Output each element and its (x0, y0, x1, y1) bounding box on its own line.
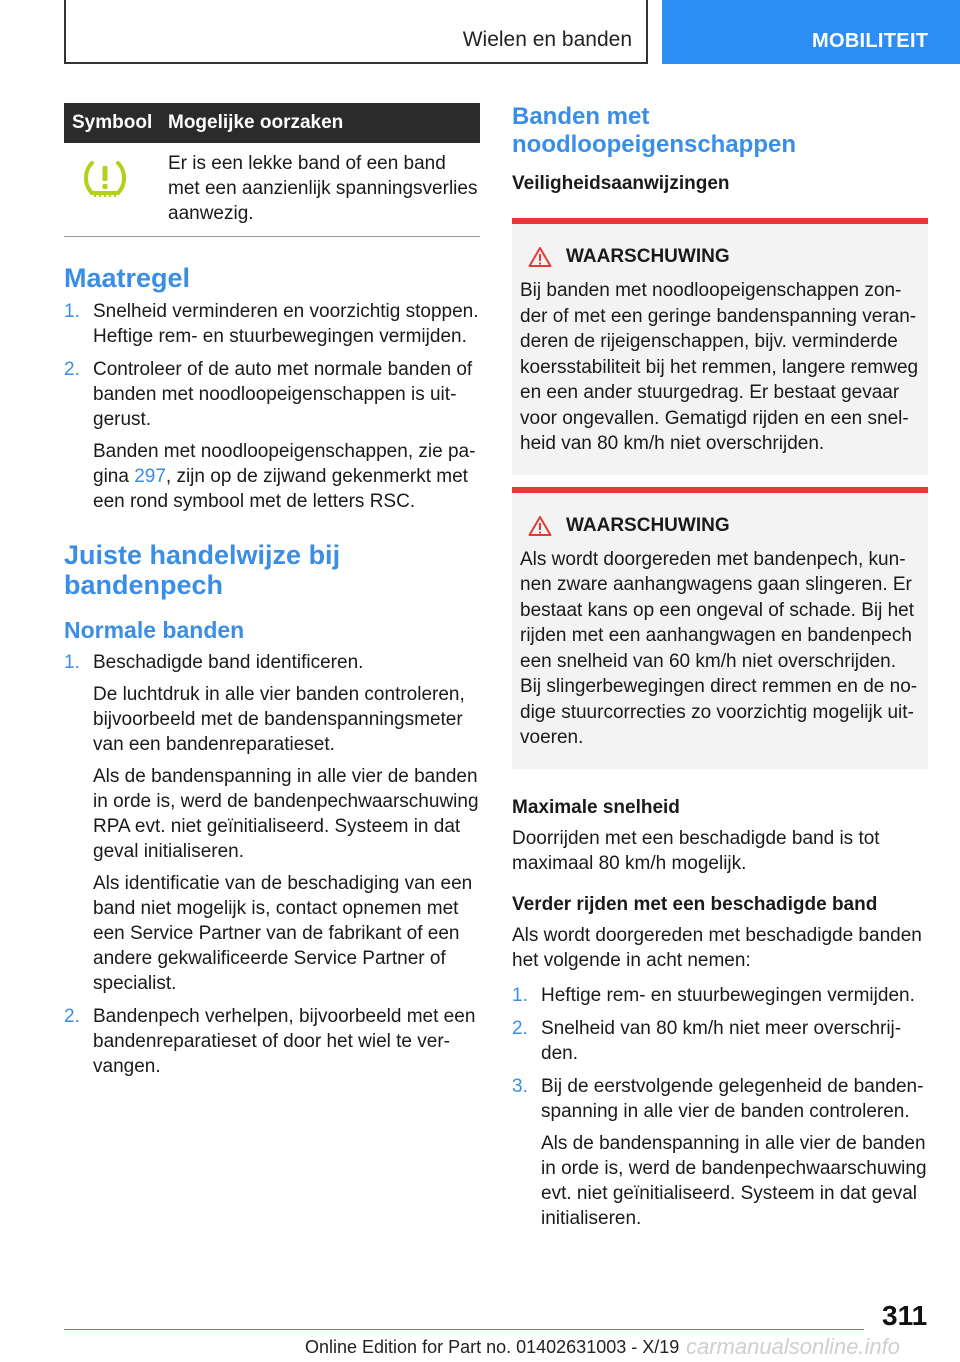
warning-header (520, 246, 920, 268)
step-text: Snelheid verminderen en voorzichtig stoppen. Heftige rem- en stuurbewegingen vermijden. (93, 301, 479, 347)
continue-driving-steps (512, 983, 928, 1231)
step-number: 1. (512, 984, 528, 1006)
step-subtext (93, 439, 480, 514)
warning-label: WAARSCHUWING (566, 514, 730, 536)
step-text: Bij de eerstvolgende gelegenheid de bandenspanning in alle vier de banden controleren. (541, 1075, 924, 1122)
step-text: Beschadigde band identificeren. (93, 652, 364, 673)
warning-header (520, 515, 920, 537)
right-column (512, 103, 928, 1231)
table-header-symbol: Symbool (64, 103, 160, 143)
symbol-table (64, 103, 480, 237)
header-section-frame (64, 0, 648, 64)
safety-heading: Veiligheidsaanwijzingen (512, 173, 730, 194)
juiste-handelwijze-heading: Juiste handelwijze bij bandenpech (64, 540, 341, 600)
list-item (64, 357, 480, 514)
step-text: Heftige rem- en stuurbewegingen vermijden. (541, 984, 915, 1006)
step-number: 2. (64, 1006, 80, 1027)
warning-triangle-icon (528, 246, 552, 268)
table-cell-symbol (64, 143, 160, 237)
step-subtext: De luchtdruk in alle vier banden controleren, bijvoorbeeld met de bandenspanningsmeter van een bandenreparatieset. (93, 684, 465, 755)
step-text: Bandenpech verhelpen, bijvoorbeeld met een bandenreparatieset of door het wiel te vervangen. (93, 1006, 476, 1077)
footer-edition: Online Edition for Part no. 01402631003 - X/19 (305, 1337, 680, 1357)
step-number: 2. (512, 1017, 528, 1039)
step-number: 3. (512, 1075, 528, 1097)
warning-text: Bij banden met noodloopeigenschappen zonder of met een geringe bandenspanning veranderen de rijeigenschappen, bijv. verminderde koersstabiliteit bij het remmen, langere remweg en een ander stuurgedrag. Er bestaat gevaar voor ongevallen. Gematigd rijden en een snelheid van 80 km/h niet overschrijden. (520, 280, 919, 454)
maatregel-steps (64, 299, 480, 514)
step-subtext: Als identificatie van de beschadiging van een band niet mogelijk is, contact opnemen met een Service Partner van de fabrikant of een andere gekwalificeerde Service Partner of specialist. (93, 873, 473, 994)
subtext-part: , zijn op de zijwand gekenmerkt met een rond symbool met de letters RSC. (93, 466, 468, 512)
header-section-title: Wielen en banden (462, 28, 632, 51)
step-text: Snelheid van 80 km/h niet meer overschrijden. (541, 1017, 902, 1064)
warning-label: WAARSCHUWING (566, 246, 730, 267)
list-item (512, 983, 928, 1008)
subtext-part: Banden met noodloopeigenschappen, zie pagina (93, 441, 476, 487)
continue-driving-intro: Als wordt doorgereden met beschadigde banden het volgende in acht nemen: (512, 924, 922, 971)
runflat-heading: Banden met noodloopeigenschappen (512, 103, 797, 158)
list-item (512, 1074, 928, 1231)
tire-pressure-warning-icon (82, 157, 128, 199)
maatregel-heading: Maatregel (64, 263, 191, 293)
step-subtext: Als de bandenspanning in alle vier de banden in orde is, werd de bandenpechwaarschuwing evt. niet geïnitialiseerd. Systeem in dat geval initialiseren. (541, 1132, 927, 1229)
list-item (64, 650, 480, 996)
list-item (512, 1016, 928, 1066)
step-number: 1. (64, 652, 80, 673)
page-reference-link[interactable]: 297 (134, 466, 166, 487)
left-column (64, 103, 480, 1079)
step-number: 2. (64, 359, 80, 380)
list-item (64, 299, 480, 349)
table-header-causes: Mogelijke oorzaken (160, 103, 480, 143)
footer-divider (64, 1329, 864, 1330)
table-row (64, 143, 480, 237)
continue-driving-heading: Verder rijden met een beschadigde band (512, 893, 878, 915)
watermark: carmanualsonline.info (686, 1334, 901, 1359)
table-cell-causes: Er is een lekke band of een band met een aanzienlijk spanningsverlies aanwezig. (160, 143, 480, 237)
page-number: 311 (882, 1300, 928, 1331)
warning-box (512, 218, 928, 475)
header-chapter-tab: MOBILITEIT (662, 0, 960, 64)
list-item (64, 1004, 480, 1079)
max-speed-heading: Maximale snelheid (512, 796, 680, 818)
warning-triangle-icon (528, 515, 552, 537)
step-text: Controleer of de auto met normale banden of banden met noodloopeigenschappen is uitgerust. (93, 359, 473, 430)
step-number: 1. (64, 301, 80, 322)
normale-banden-heading: Normale banden (64, 617, 245, 643)
step-subtext: Als de bandenspanning in alle vier de banden in orde is, werd de bandenpechwaarschuwing RPA evt. niet geïnitialiseerd. Systeem in dat geval initialiseren. (93, 766, 479, 862)
warning-text: Als wordt doorgereden met bandenpech, kunnen zware aanhangwagens gaan slingeren. Er bestaat kans op een ongeval of schade. Bij het rijden met een aanhangwagen en bandenpech een snelheid van 60 km/h niet overschrijden. Bij slingerbewegingen direct remmen en de nodige stuurcorrecties zo voorzichtig mogelijk uitvoeren. (520, 548, 918, 748)
max-speed-text: Doorrijden met een beschadigde band is tot maximaal 80 km/h mogelijk. (512, 827, 880, 874)
warning-box (512, 487, 928, 769)
normale-banden-steps (64, 650, 480, 1079)
